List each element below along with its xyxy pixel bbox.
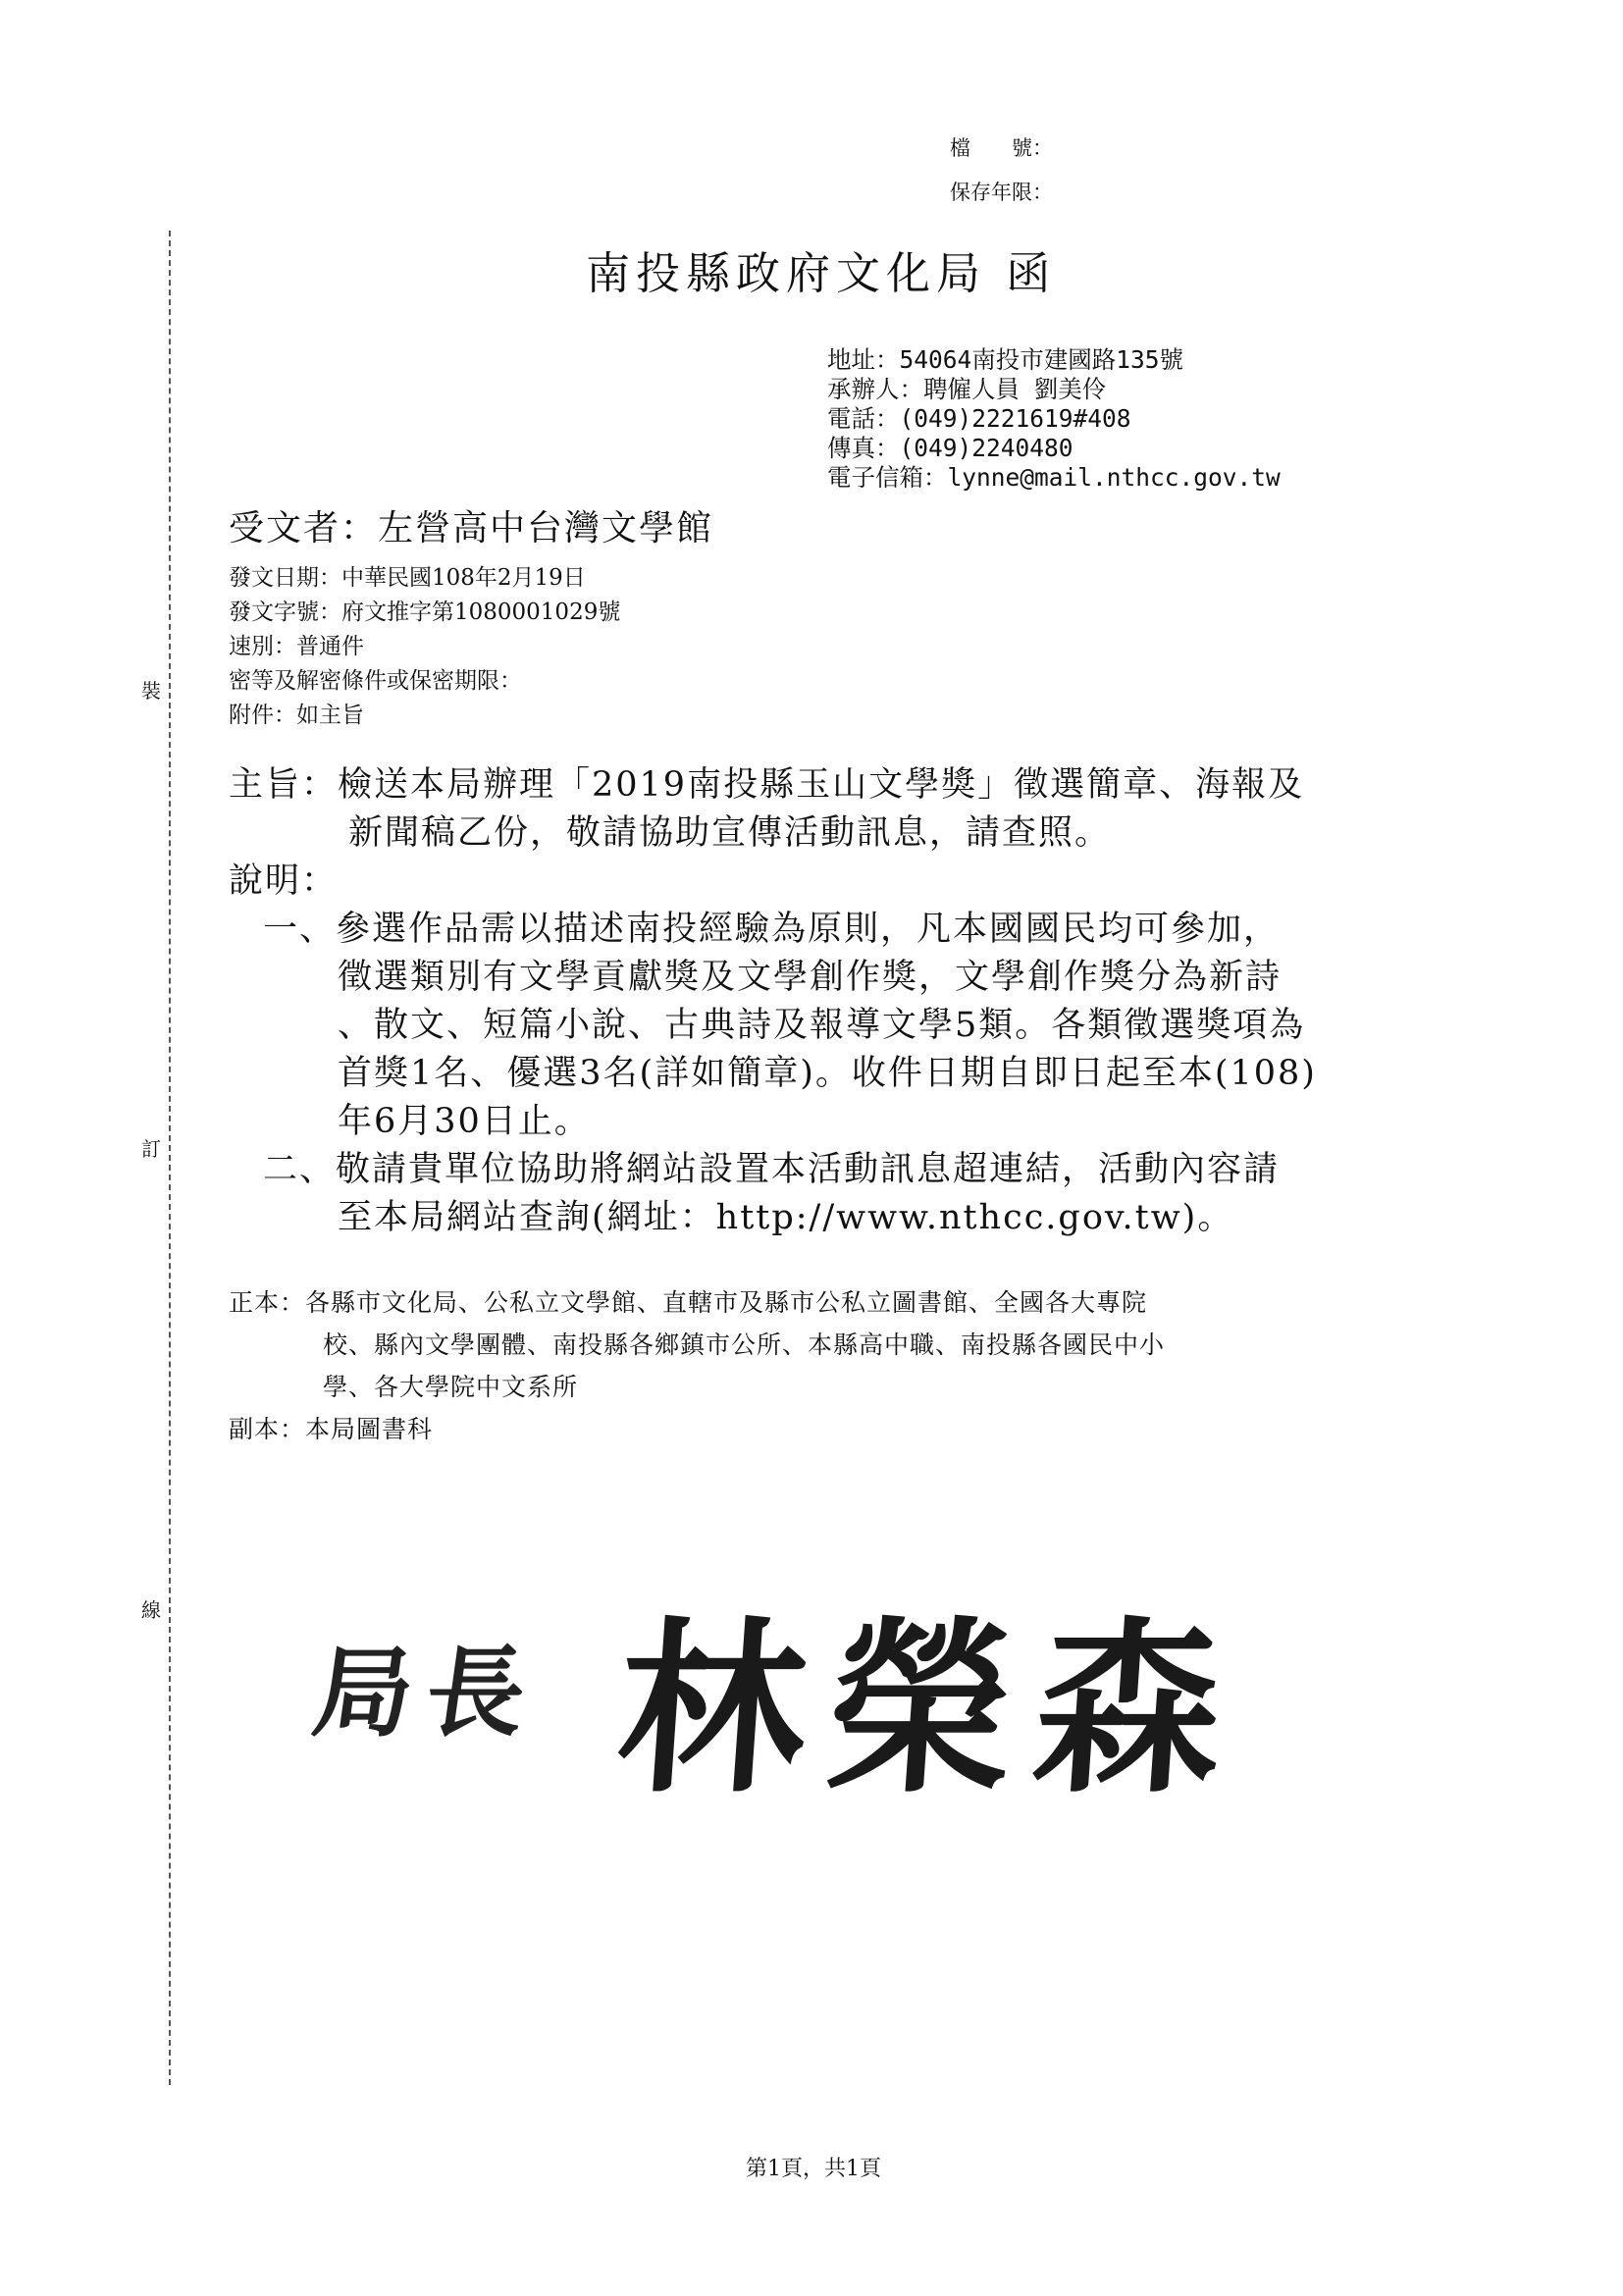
- document-title: 南投縣政府文化局 函: [586, 247, 1057, 299]
- retention-period-label: 保存年限：: [950, 181, 1053, 204]
- distribution-original-line-3: 學、各大學院中文系所: [323, 1373, 579, 1401]
- explanation-item-1-line-1: 一、參選作品需以描述南投經驗為原則，凡本國國民均可參加，: [263, 910, 1281, 949]
- issue-date: 發文日期：中華民國108年2月19日: [229, 565, 586, 591]
- distribution-original-line-2: 校、縣內文學團體、南投縣各鄉鎮市公所、本縣高中職、南投縣各國民中小: [323, 1331, 1166, 1359]
- contact-address: 地址：54064南投市建國路135號: [827, 345, 1184, 374]
- explanation-item-1-line-2: 徵選類別有文學貢獻獎及文學創作獎，文學創作獎分為新詩: [338, 958, 1283, 997]
- explanation-heading: 說明：: [229, 861, 339, 901]
- document-number: 發文字號：府文推字第1080001029號: [229, 600, 621, 625]
- document-meta: [229, 561, 620, 733]
- subject-line-1: 主旨：檢送本局辦理「2019南投縣玉山文學獎」徵選簡章、海報及: [229, 765, 1305, 805]
- page-number: 第1頁，共1頁: [746, 2157, 881, 2181]
- binding-mark-zhuang: 裝: [141, 679, 161, 703]
- contact-block: [827, 345, 1281, 493]
- subject-line-2: 新聞稿乙份，敬請協助宣傳活動訊息，請查照。: [348, 813, 1112, 853]
- contact-fax: 傳真：(049)2240480: [827, 434, 1073, 462]
- binding-mark-xian: 線: [141, 1598, 161, 1622]
- explanation-item-2-line-1: 二、敬請貴單位協助將網站設置本活動訊息超連結，活動內容請: [263, 1150, 1281, 1189]
- explanation-item-2-line-2: 至本局網站查詢(網址：http://www.nthcc.gov.tw)。: [338, 1198, 1234, 1237]
- explanation-item-1-line-5: 年6月30日止。: [338, 1102, 591, 1141]
- binding-mark-ding: 訂: [141, 1137, 161, 1161]
- recipient: 受文者：左營高中台灣文學館: [229, 508, 714, 548]
- distribution-copy: 副本：本局圖書科: [229, 1415, 434, 1443]
- contact-phone: 電話：(049)2221619#408: [827, 404, 1131, 433]
- binding-margin-line: [169, 231, 171, 2085]
- delivery-speed: 速別：普通件: [229, 634, 364, 659]
- attachment: 附件：如主旨: [229, 703, 364, 728]
- signature-name: 林榮森: [611, 1599, 1251, 1818]
- contact-officer: 承辦人：聘僱人員 劉美伶: [827, 375, 1107, 403]
- distribution-original-line-1: 正本：各縣市文化局、公私立文學館、直轄市及縣市公私立圖書館、全國各大專院: [229, 1288, 1148, 1317]
- explanation-item-1-line-3: 、散文、短篇小說、古典詩及報導文學5類。各類徵選獎項為: [338, 1006, 1306, 1045]
- explanation-item-1-line-4: 首獎1名、優選3名(詳如簡章)。收件日期自即日起至本(108): [338, 1054, 1317, 1093]
- signature-title: 局長: [306, 1635, 548, 1750]
- director-signature-stamp: [306, 1560, 1268, 1818]
- confidentiality: 密等及解密條件或保密期限：: [229, 668, 522, 694]
- file-number-label: 檔 號：: [950, 136, 1053, 160]
- contact-email: 電子信箱：lynne@mail.nthcc.gov.tw: [827, 463, 1281, 492]
